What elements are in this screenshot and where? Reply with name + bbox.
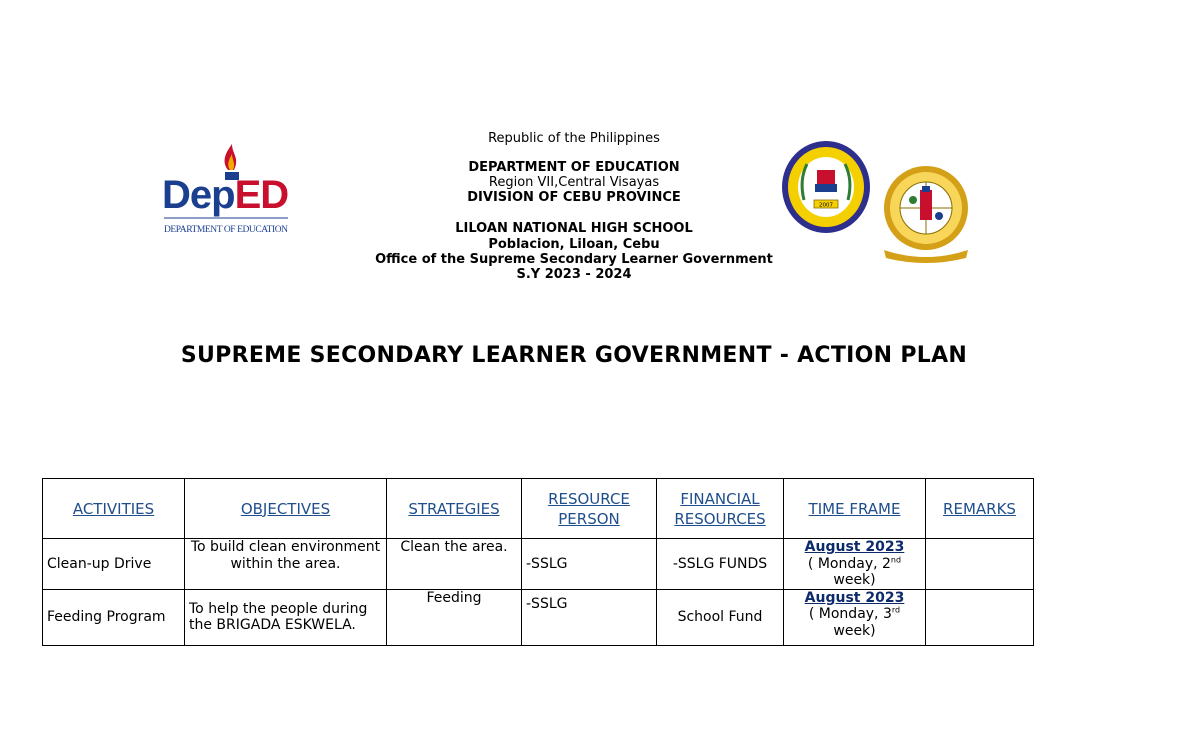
school-name: LILOAN NATIONAL HIGH SCHOOL <box>455 221 693 236</box>
office-line: Office of the Supreme Secondary Learner Government <box>375 252 773 267</box>
header-financial-resources <box>657 479 784 539</box>
strategy-cell: Clean the area. <box>387 539 522 590</box>
header-financial-line1: FINANCIAL <box>680 489 760 508</box>
time-frame-month: August 2023 <box>804 589 905 606</box>
sslg-seal <box>880 164 972 266</box>
time-frame-ordinal: rd <box>891 605 901 615</box>
deped-subtitle: DEPARTMENT OF EDUCATION <box>164 225 288 235</box>
financial-cell: -SSLG FUNDS <box>657 539 784 590</box>
school-seal <box>781 140 871 234</box>
time-frame-cell <box>784 589 926 645</box>
division-line: DIVISION OF CEBU PROVINCE <box>467 190 681 205</box>
svg-text:2007: 2007 <box>819 202 833 209</box>
school-year: S.Y 2023 - 2024 <box>516 267 632 282</box>
republic-line: Republic of the Philippines <box>488 131 660 146</box>
time-frame-ordinal: nd <box>890 554 902 564</box>
table-header-row <box>43 479 1034 539</box>
school-address: Poblacion, Liloan, Cebu <box>488 237 660 252</box>
header-activities: ACTIVITIES <box>43 479 185 539</box>
time-frame-cell <box>784 539 926 590</box>
header-strategies: STRATEGIES <box>387 479 522 539</box>
header-remarks: REMARKS <box>926 479 1034 539</box>
header-financial-line2: RESOURCES <box>674 509 766 528</box>
deped-logo <box>162 142 290 238</box>
header-resource-person-line1: RESOURCE <box>548 489 630 508</box>
resource-person-cell: -SSLG <box>522 589 657 645</box>
table-row <box>43 589 1034 645</box>
action-plan-title: SUPREME SECONDARY LEARNER GOVERNMENT - ACTION PLAN <box>180 343 968 368</box>
region-line: Region VII,Central Visayas <box>488 175 660 190</box>
objective-cell: To help the people during the BRIGADA ESKWELA. <box>185 589 387 645</box>
remarks-cell <box>926 539 1034 590</box>
time-frame-week: week) <box>833 622 876 639</box>
header-objectives: OBJECTIVES <box>185 479 387 539</box>
activity-cell: Clean-up Drive <box>43 539 185 590</box>
header-resource-person-line2: PERSON <box>558 509 620 528</box>
objective-cell: To build clean environment within the area. <box>185 539 387 590</box>
time-frame-week: week) <box>833 572 876 588</box>
time-frame-day: ( Monday, 3 <box>808 606 892 622</box>
header-resource-person <box>522 479 657 539</box>
resource-person-cell: -SSLG <box>522 539 657 590</box>
remarks-cell <box>926 589 1034 645</box>
time-frame-day: ( Monday, 2 <box>807 555 891 572</box>
strategy-cell: Feeding <box>387 589 522 645</box>
department-line: DEPARTMENT OF EDUCATION <box>468 160 680 175</box>
action-plan-table <box>42 478 1034 646</box>
activity-cell: Feeding Program <box>43 589 185 645</box>
financial-cell: School Fund <box>657 589 784 645</box>
deped-wordmark: DepED <box>162 173 289 217</box>
time-frame-month: August 2023 <box>804 539 905 555</box>
header-time-frame: TIME FRAME <box>784 479 926 539</box>
table-row <box>43 539 1034 590</box>
